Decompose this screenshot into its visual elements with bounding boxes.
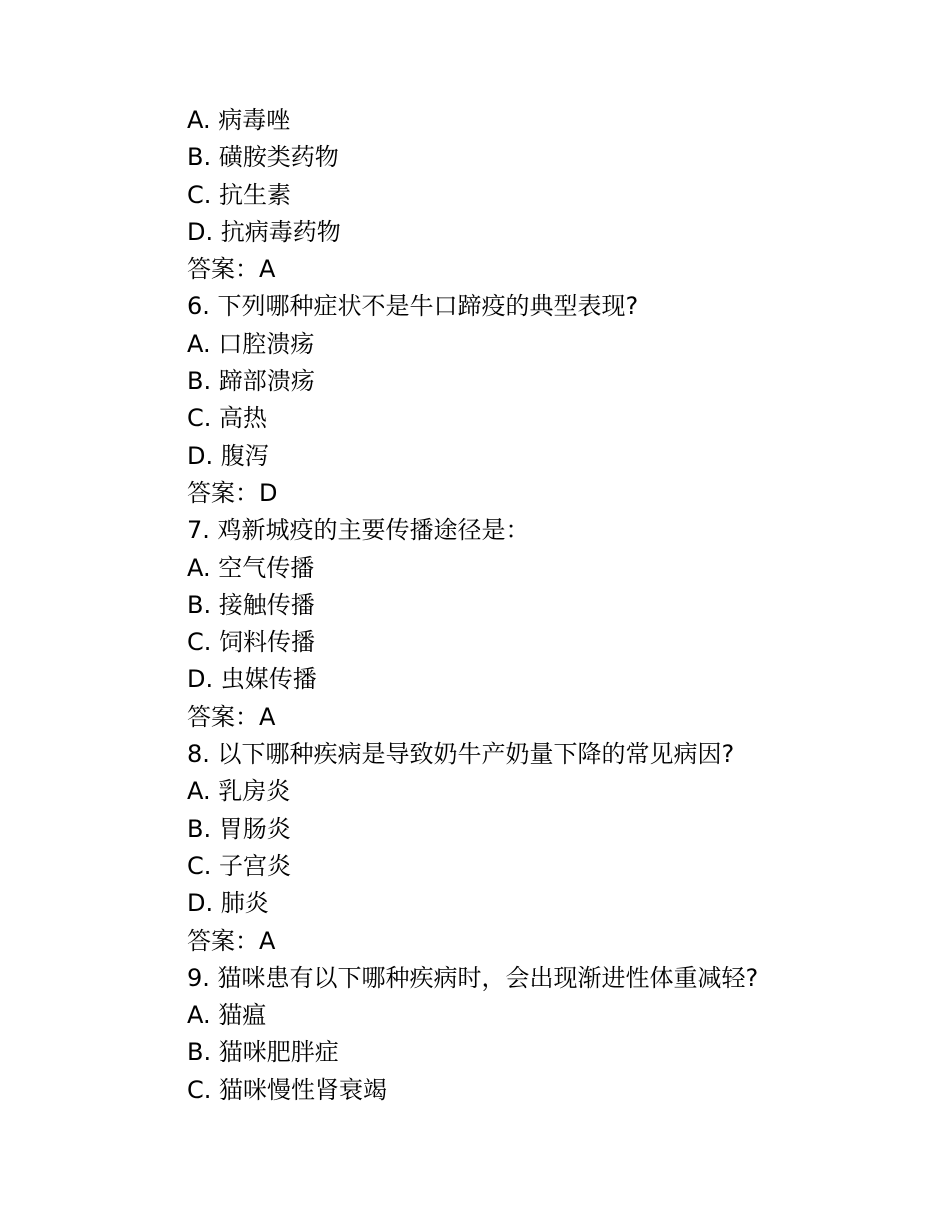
option-b: B. 猫咪肥胖症	[187, 1038, 339, 1067]
question-7: 7. 鸡新城疫的主要传播途径是：	[187, 516, 530, 545]
option-a: A. 空气传播	[187, 553, 315, 582]
option-b: B. 磺胺类药物	[187, 143, 339, 172]
option-c: C. 高热	[187, 404, 268, 433]
question-8: 8. 以下哪种疾病是导致奶牛产奶量下降的常见病因?	[187, 740, 735, 769]
question-9: 9. 猫咪患有以下哪种疾病时，会出现渐进性体重减轻?	[187, 963, 759, 992]
option-a: A. 病毒唑	[187, 106, 291, 134]
option-c: C. 猫咪慢性肾衰竭	[187, 1075, 388, 1104]
option-c: C. 抗生素	[187, 180, 292, 209]
option-b: B. 胃肠炎	[187, 814, 291, 843]
answer-line: 答案：A	[187, 702, 276, 731]
answer-line: 答案：A	[187, 926, 276, 955]
question-list	[187, 102, 887, 1109]
option-b: B. 蹄部溃疡	[187, 367, 315, 396]
option-c: C. 子宫炎	[187, 851, 292, 880]
option-a: A. 乳房炎	[187, 777, 291, 806]
option-a: A. 猫瘟	[187, 1001, 267, 1030]
option-d: D. 腹泻	[187, 441, 269, 470]
answer-line: 答案：D	[187, 478, 278, 507]
option-d: D. 肺炎	[187, 889, 269, 918]
option-a: A. 口腔溃疡	[187, 329, 315, 358]
option-c: C. 饲料传播	[187, 628, 316, 657]
option-d: D. 抗病毒药物	[187, 217, 341, 246]
option-b: B. 接触传播	[187, 590, 315, 619]
answer-line: 答案：A	[187, 255, 276, 284]
option-d: D. 虫媒传播	[187, 665, 317, 694]
question-6: 6. 下列哪种症状不是牛口蹄疫的典型表现?	[187, 292, 639, 321]
